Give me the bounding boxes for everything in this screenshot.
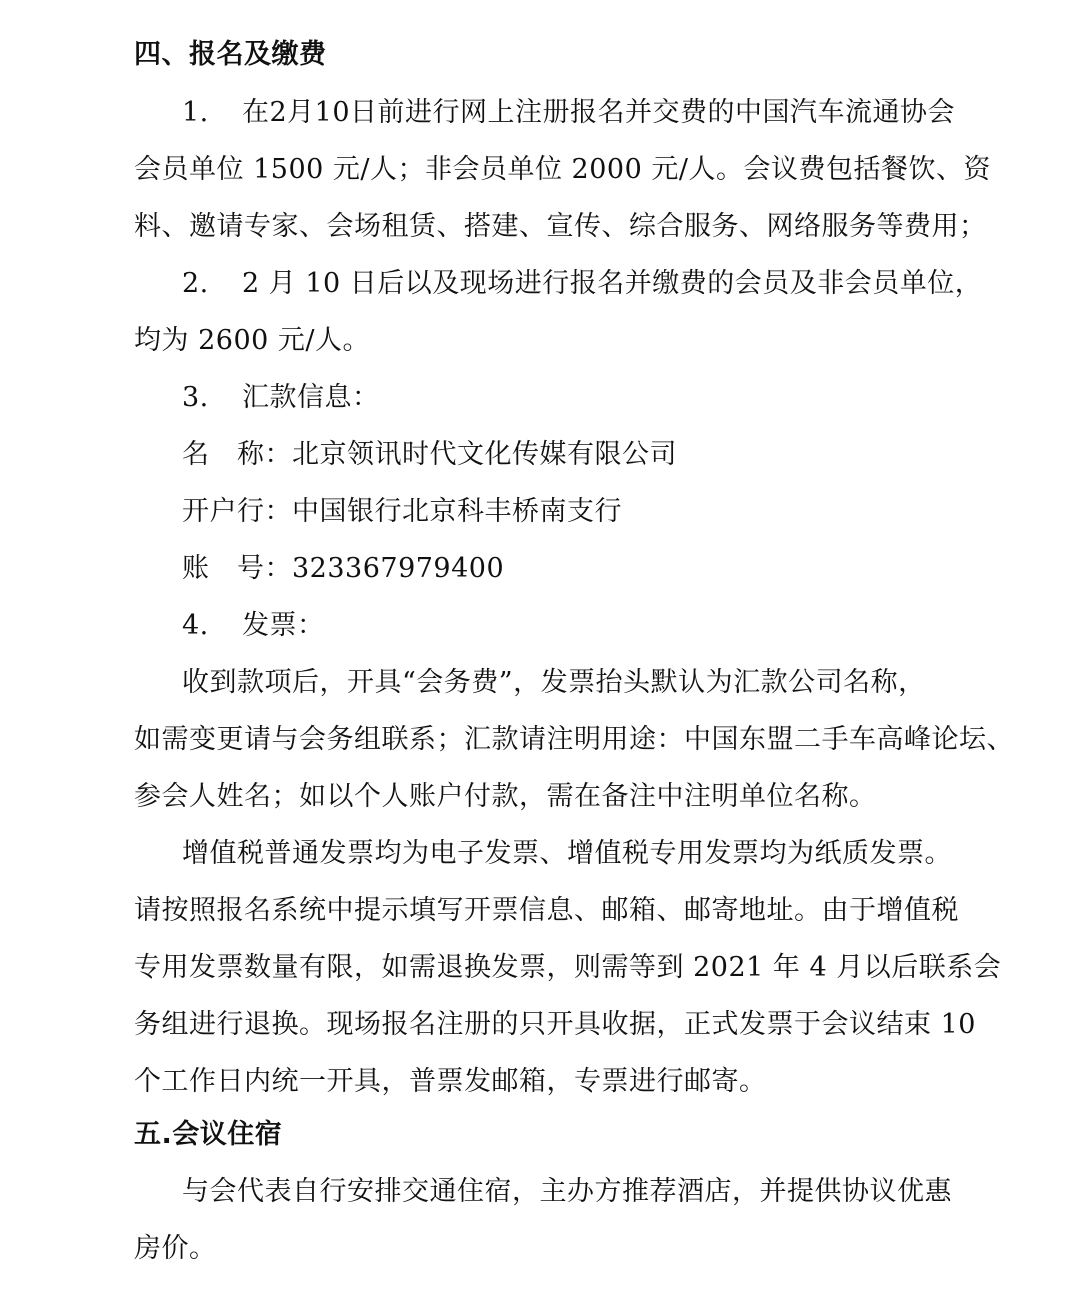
payee-name-label: 名 称： (182, 439, 292, 470)
payee-name-line (182, 438, 677, 472)
invoice-para-2-line-3: 专用发票数量有限，如需退换发票，则需等到 2021 年 4 月以后联系会 (134, 952, 1002, 983)
bank-value: 中国银行北京科丰桥南支行 (292, 496, 622, 527)
item-1-line-2: 会员单位 1500 元/人；非会员单位 2000 元/人。会议费包括餐饮、资 (134, 154, 991, 185)
item-3-title-line (182, 381, 380, 415)
accommodation-line-2: 房价。 (134, 1233, 217, 1264)
item-2-line-1 (182, 267, 982, 301)
payee-name-value: 北京领讯时代文化传媒有限公司 (292, 439, 677, 470)
invoice-para-1-line-2: 如需变更请与会务组联系；汇款请注明用途：中国东盟二手车高峰论坛、 (134, 724, 1014, 755)
bank-label: 开户行： (182, 496, 292, 527)
item-2-line-2: 均为 2600 元/人。 (134, 325, 370, 356)
item-2-text: 2 月 10 日后以及现场进行报名并缴费的会员及非会员单位， (242, 268, 983, 299)
item-2-number: 2. (182, 268, 209, 299)
invoice-para-2-line-1: 增值税普通发票均为电子发票、增值税专用发票均为纸质发票。 (182, 838, 952, 869)
invoice-para-2-line-5: 个工作日内统一开具，普票发邮箱，专票进行邮寄。 (134, 1066, 767, 1097)
invoice-para-2-line-2: 请按照报名系统中提示填写开票信息、邮箱、邮寄地址。由于增值税 (134, 895, 959, 926)
invoice-para-2-line-4: 务组进行退换。现场报名注册的只开具收据，正式发票于会议结束 10 (134, 1009, 976, 1040)
item-4-title-line (182, 609, 325, 643)
item-3-title: 汇款信息： (242, 382, 380, 413)
invoice-para-1-line-1: 收到款项后，开具“会务费”，发票抬头默认为汇款公司名称， (182, 667, 926, 698)
section-5-heading: 五.会议住宿 (134, 1119, 283, 1150)
item-1-text: 在2月10日前进行网上注册报名并交费的中国汽车流通协会 (242, 97, 956, 128)
item-1-number: 1. (182, 97, 209, 128)
accommodation-line-1: 与会代表自行安排交通住宿，主办方推荐酒店，并提供协议优惠 (182, 1176, 952, 1207)
section-4-heading: 四、报名及缴费 (134, 39, 327, 70)
bank-line (182, 495, 622, 529)
account-label: 账 号： (182, 553, 292, 584)
item-4-title: 发票： (242, 610, 325, 641)
item-1-line-1 (182, 96, 955, 130)
account-value: 323367979400 (292, 553, 505, 584)
invoice-para-1-line-3: 参会人姓名；如以个人账户付款，需在备注中注明单位名称。 (134, 781, 877, 812)
item-4-number: 4. (182, 610, 209, 641)
item-3-number: 3. (182, 382, 209, 413)
item-1-line-3: 料、邀请专家、会场租赁、搭建、宣传、综合服务、网络服务等费用； (134, 211, 987, 242)
account-line (182, 552, 504, 586)
